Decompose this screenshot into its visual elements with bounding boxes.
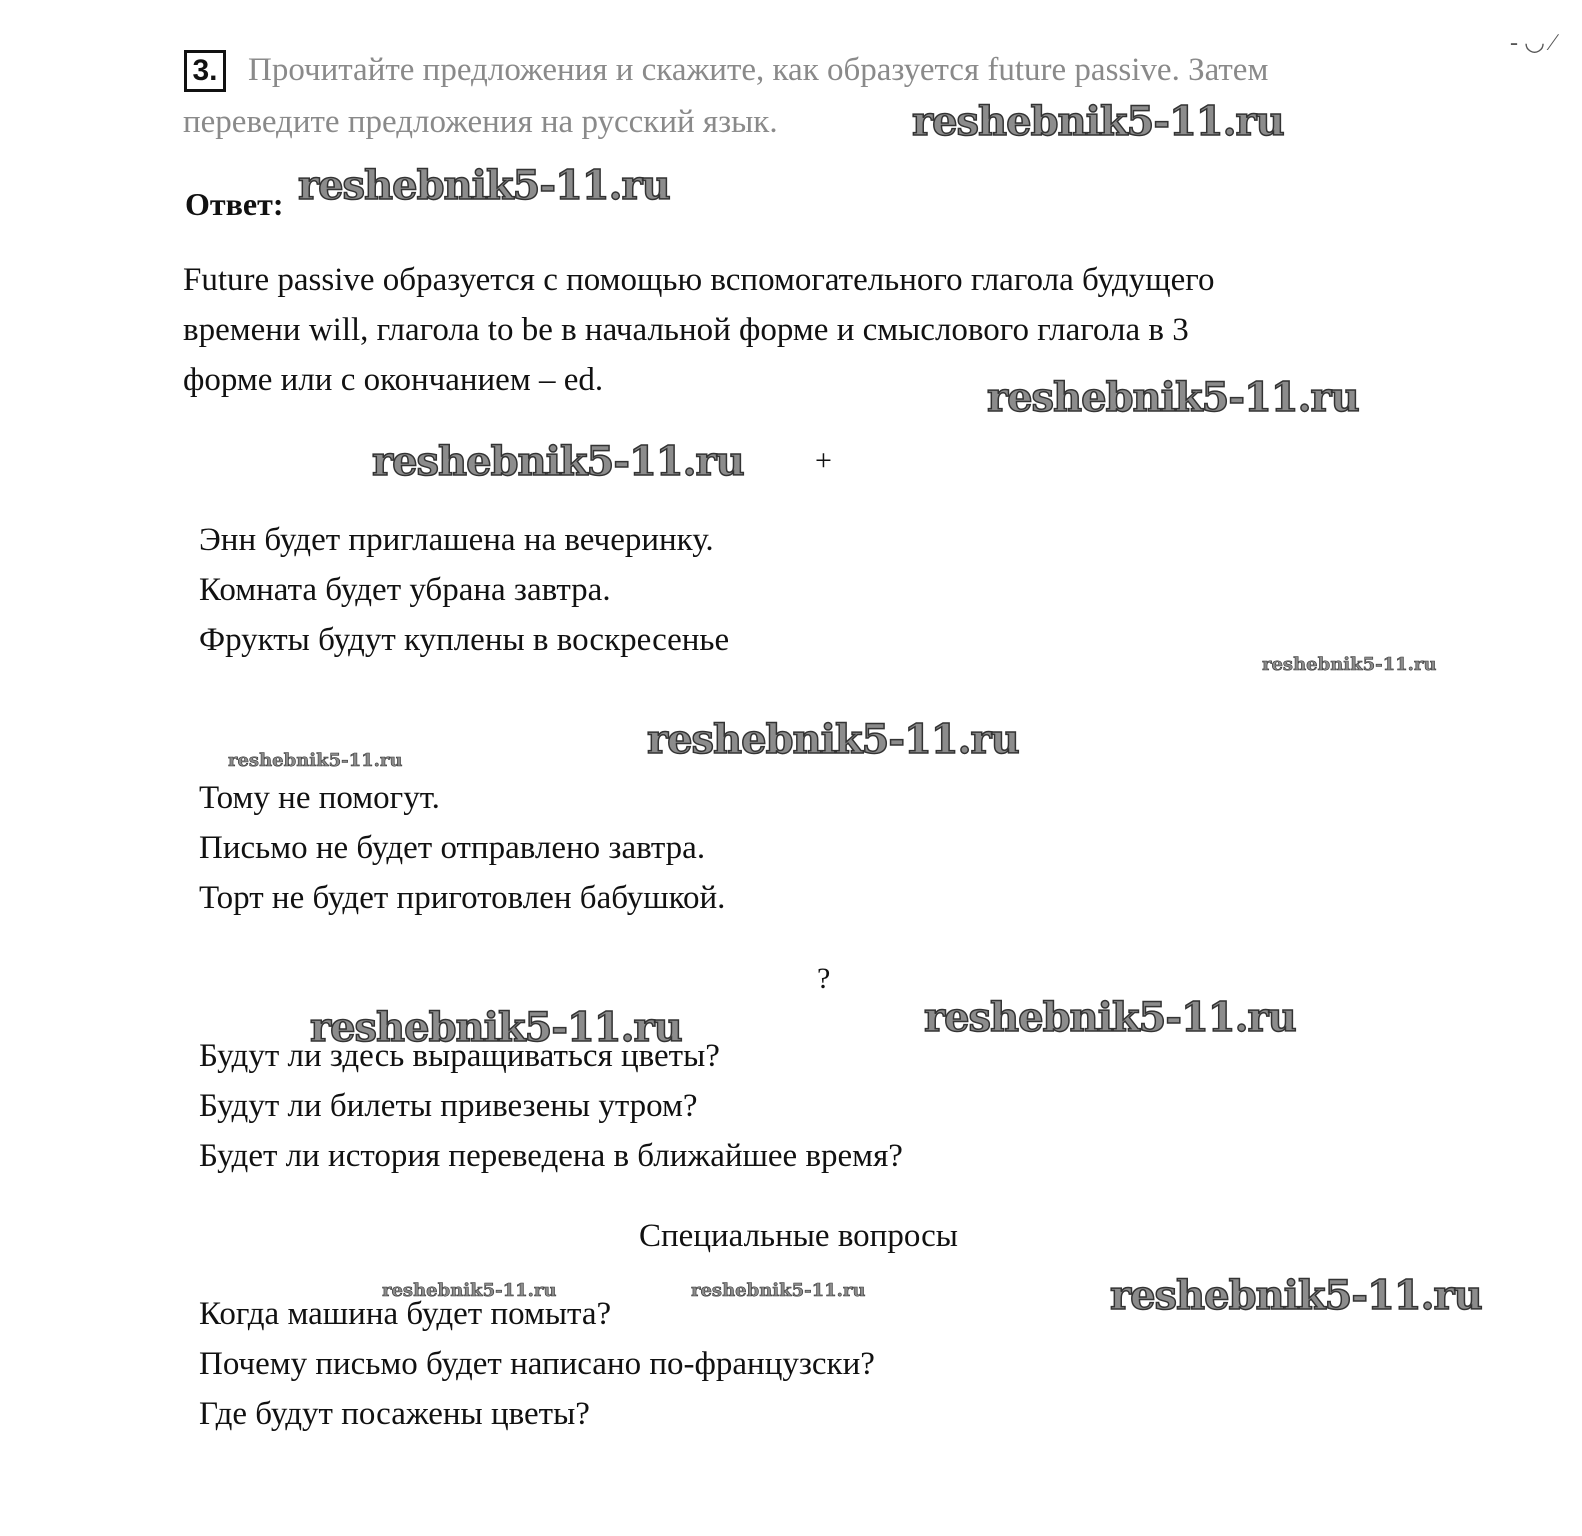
watermark: reshebnik5-11.ru (298, 162, 670, 209)
watermark: reshebnik5-11.ru (987, 374, 1359, 421)
watermark: reshebnik5-11.ru (691, 1280, 866, 1301)
task-instruction-line-2: переведите предложения на русский язык. (183, 104, 778, 140)
explanation-line-2: времени will, глагола to be в начальной форме и смыслового глагола в 3 (183, 312, 1189, 348)
watermark: reshebnik5-11.ru (647, 716, 1019, 763)
affirmative-sign: + (815, 444, 832, 477)
special-question-1: Когда машина будет помыта? (199, 1296, 612, 1332)
affirmative-sentence-3: Фрукты будут куплены в воскресенье (199, 622, 730, 658)
watermark: reshebnik5-11.ru (924, 994, 1296, 1041)
watermark: reshebnik5-11.ru (912, 98, 1284, 145)
watermark: reshebnik5-11.ru (382, 1280, 557, 1301)
question-sign: ? (817, 962, 831, 995)
question-sentence-3: Будет ли история переведена в ближайшее время? (199, 1138, 903, 1174)
affirmative-sentence-2: Комната будет убрана завтра. (199, 572, 611, 608)
question-sentence-1: Будут ли здесь выращиваться цветы? (199, 1038, 720, 1074)
special-question-2: Почему письмо будет написано по-французски? (199, 1346, 875, 1382)
watermark: reshebnik5-11.ru (372, 438, 744, 485)
task-instruction-line-1: Прочитайте предложения и скажите, как образуется future passive. Затем (248, 52, 1269, 88)
watermark: reshebnik5-11.ru (310, 1004, 682, 1051)
watermark: reshebnik5-11.ru (1262, 654, 1437, 675)
watermark: reshebnik5-11.ru (228, 750, 403, 771)
watermark: reshebnik5-11.ru (1110, 1272, 1482, 1319)
explanation-line-1: Future passive образуется с помощью вспомогательного глагола будущего (183, 262, 1215, 298)
negative-sentence-3: Торт не будет приготовлен бабушкой. (199, 880, 726, 916)
affirmative-sentence-1: Энн будет приглашена на вечеринку. (199, 522, 714, 558)
corner-scribble: - ◡ ∕ (1510, 30, 1555, 56)
explanation-line-3: форме или с окончанием – ed. (183, 362, 604, 398)
task-number: 3. (184, 50, 226, 92)
answer-label: Ответ: (185, 186, 284, 222)
special-questions-heading: Специальные вопросы (639, 1218, 958, 1254)
negative-sentence-2: Письмо не будет отправлено завтра. (199, 830, 706, 866)
special-question-3: Где будут посажены цветы? (199, 1396, 590, 1432)
question-sentence-2: Будут ли билеты привезены утром? (199, 1088, 698, 1124)
negative-sentence-1: Тому не помогут. (199, 780, 440, 816)
